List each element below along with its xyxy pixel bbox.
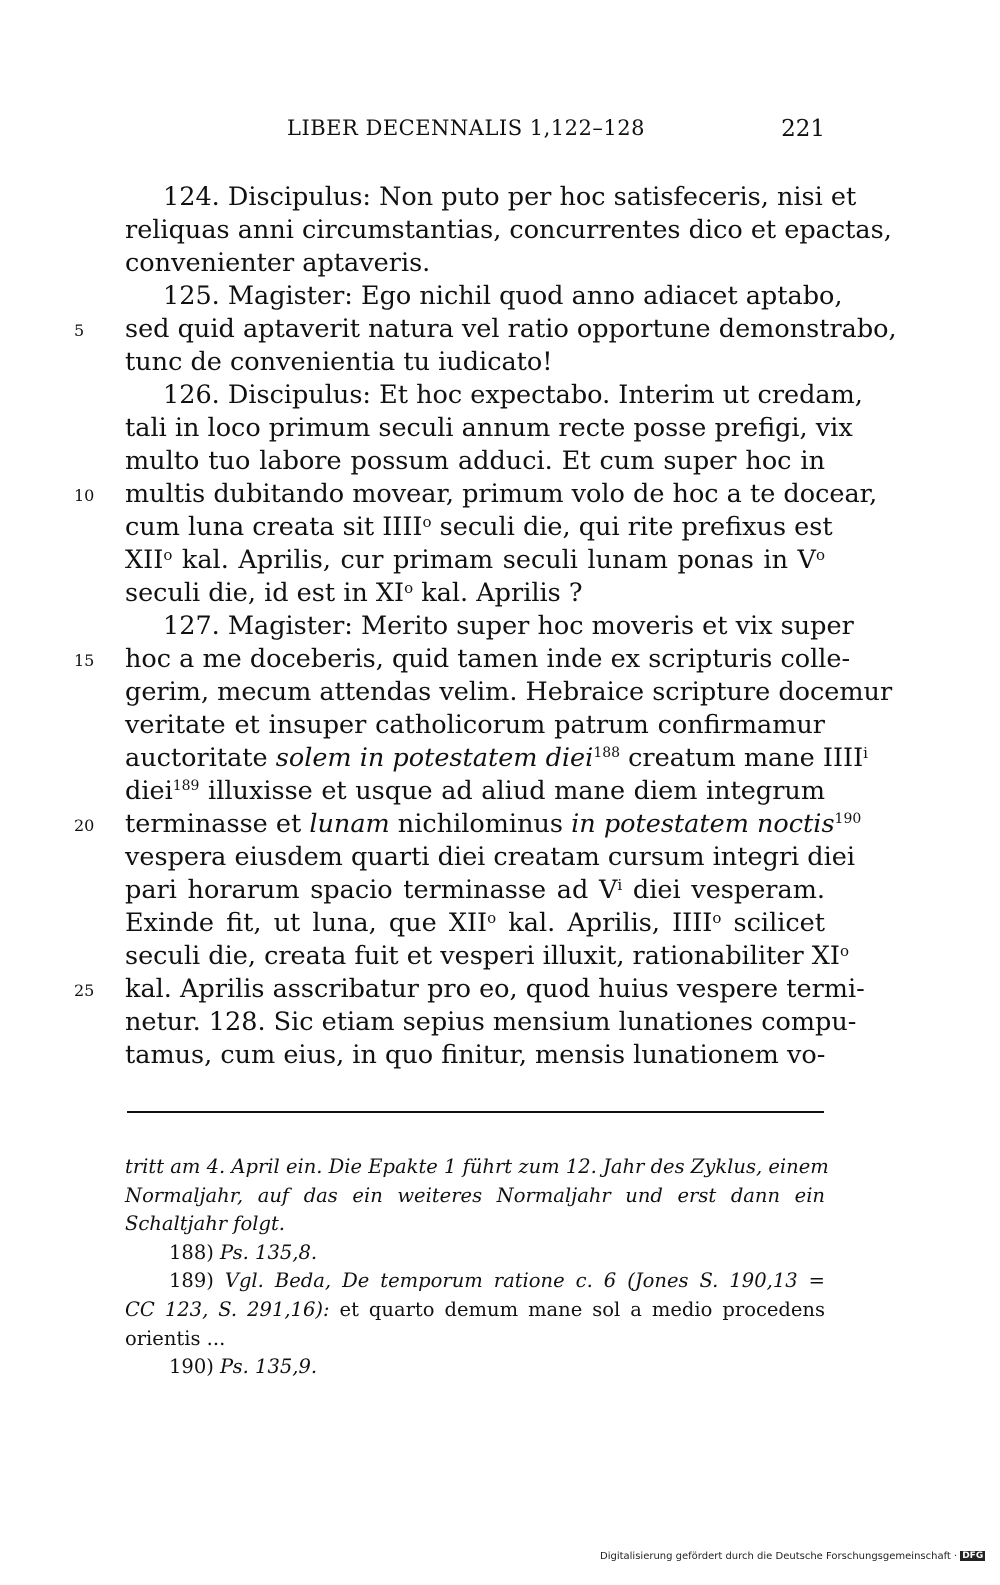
text-line bbox=[125, 774, 825, 808]
text-run: kal. Aprilis asscribatur pro eo, quod huius vespere termi- bbox=[125, 974, 865, 1004]
text-line bbox=[125, 1038, 825, 1072]
text-run: hoc a me doceberis, quid tamen inde ex scripturis colle- bbox=[125, 644, 851, 674]
italic-text: CC 123, S. 291,16): bbox=[125, 1298, 330, 1321]
text-run: diei bbox=[125, 776, 173, 806]
superscript: o bbox=[163, 546, 173, 564]
footnote-line bbox=[125, 1153, 829, 1181]
footnote-line bbox=[125, 1325, 825, 1353]
text-run: seculi die, id est in XI bbox=[125, 578, 405, 608]
footnote-reference: 190 bbox=[834, 811, 862, 827]
text-run: 127. Magister: Merito super hoc moveris et vix super bbox=[163, 611, 854, 641]
running-title: LIBER DECENNALIS 1,122–128 bbox=[287, 116, 645, 140]
text-line bbox=[125, 345, 825, 379]
superscript: i bbox=[863, 744, 868, 762]
text-line bbox=[125, 246, 825, 280]
text-line bbox=[125, 675, 893, 709]
text-run: tali in loco primum seculi annum recte posse prefigi, vix bbox=[125, 413, 853, 443]
text-run: 125. Magister: Ego nichil quod anno adiacet aptabo, bbox=[163, 281, 843, 311]
text-run: kal. Aprilis, cur primam seculi lunam ponas in V bbox=[172, 545, 816, 575]
text-line bbox=[125, 873, 825, 907]
text-run: Exinde fit, ut luna, que XII bbox=[125, 908, 488, 938]
text-run: gerim, mecum attendas velim. Hebraice scripture docemur bbox=[125, 677, 893, 707]
line-number: 5 bbox=[74, 321, 85, 340]
text-line bbox=[125, 609, 854, 643]
text-run: 190) bbox=[169, 1355, 221, 1379]
dfg-logo: DFG bbox=[962, 1551, 984, 1561]
italic-text: lunam bbox=[309, 809, 390, 839]
line-number: 10 bbox=[74, 486, 95, 505]
text-line bbox=[125, 411, 853, 445]
footnote-reference: 188 bbox=[593, 745, 621, 761]
text-run: cum luna creata sit IIII bbox=[125, 512, 423, 542]
text-run: 189) bbox=[169, 1269, 225, 1293]
footnote-line bbox=[125, 1353, 825, 1381]
text-run: netur. 128. Sic etiam sepius mensium lunationes compu- bbox=[125, 1007, 857, 1037]
text-line bbox=[125, 180, 857, 214]
italic-text: Normaljahr, auf das ein weiteres Normaljahr und erst dann ein bbox=[125, 1183, 825, 1207]
text-run: auctoritate bbox=[125, 743, 276, 773]
text-run: creatum mane IIII bbox=[620, 743, 864, 773]
text-line bbox=[125, 543, 825, 577]
text-line bbox=[125, 939, 850, 973]
text-run: veritate et insuper catholicorum patrum confirmamur bbox=[125, 710, 825, 740]
text-line bbox=[125, 312, 897, 346]
italic-text: Vgl. Beda, De temporum ratione c. 6 (Jones S. 190,13 = bbox=[224, 1269, 825, 1293]
text-line bbox=[125, 279, 843, 313]
text-run: illuxisse et usque ad aliud mane diem integrum bbox=[199, 776, 825, 806]
text-line bbox=[125, 510, 833, 544]
text-line bbox=[125, 213, 892, 247]
italic-text: Ps. 135,8. bbox=[220, 1240, 318, 1264]
text-run: vespera eiusdem quarti diei creatam cursum integri diei bbox=[125, 842, 856, 872]
footnote-reference: 189 bbox=[172, 778, 200, 794]
footnote-line bbox=[125, 1182, 825, 1210]
text-run: diei vesperam. bbox=[622, 875, 825, 905]
text-run: sed quid aptaverit natura vel ratio opportune demonstrabo, bbox=[125, 314, 897, 344]
text-run: tamus, cum eius, in quo finitur, mensis lunationem vo- bbox=[125, 1040, 826, 1070]
superscript: o bbox=[712, 909, 722, 927]
text-line bbox=[125, 807, 862, 841]
text-line bbox=[125, 444, 825, 478]
italic-text: tritt am 4. April ein. Die Epakte 1 führt zum 12. Jahr des Zyklus, einem bbox=[125, 1155, 829, 1178]
line-number: 15 bbox=[74, 651, 95, 670]
superscript: o bbox=[487, 909, 497, 927]
text-run: multis dubitando movear, primum volo de hoc a te docear, bbox=[125, 479, 878, 509]
italic-text: Schaltjahr folgt. bbox=[125, 1212, 285, 1236]
line-number: 25 bbox=[74, 981, 95, 1000]
text-line bbox=[125, 840, 856, 874]
superscript: o bbox=[815, 546, 825, 564]
italic-text: in potestatem noctis bbox=[571, 809, 835, 839]
digitization-credit bbox=[600, 1551, 985, 1562]
text-run: XII bbox=[125, 545, 164, 575]
text-line bbox=[125, 906, 825, 940]
text-run: seculi die, qui rite prefixus est bbox=[431, 512, 833, 542]
text-run: pari horarum spacio terminasse ad V bbox=[125, 875, 618, 905]
text-run: et quarto demum mane sol a medio procedens bbox=[329, 1298, 825, 1321]
footnote-rule bbox=[127, 1111, 824, 1113]
footnote-line bbox=[125, 1296, 825, 1324]
text-run: orientis ... bbox=[125, 1326, 226, 1350]
text-run: tunc de convenientia tu iudicato! bbox=[125, 347, 553, 377]
text-run: convenienter aptaveris. bbox=[125, 248, 431, 278]
text-run: reliquas anni circumstantias, concurrentes dico et epactas, bbox=[125, 215, 892, 245]
text-run: terminasse et bbox=[125, 809, 310, 839]
page-number: 221 bbox=[781, 116, 825, 142]
text-run: seculi die, creata fuit et vesperi illuxit, rationabiliter XI bbox=[125, 941, 840, 971]
superscript: o bbox=[404, 579, 414, 597]
text-line bbox=[125, 741, 868, 775]
text-run: 124. Discipulus: Non puto per hoc satisfeceris, nisi et bbox=[163, 182, 857, 212]
text-line bbox=[125, 378, 863, 412]
superscript: o bbox=[422, 513, 432, 531]
text-line bbox=[125, 972, 865, 1006]
line-number: 20 bbox=[74, 816, 95, 835]
footnote-line bbox=[125, 1239, 825, 1267]
superscript: o bbox=[839, 942, 850, 960]
text-run: 188) bbox=[169, 1240, 221, 1264]
footnote-line bbox=[125, 1210, 825, 1238]
italic-text: Ps. 135,9. bbox=[220, 1355, 318, 1379]
text-line bbox=[125, 576, 825, 610]
running-head bbox=[125, 116, 825, 150]
footnote-line bbox=[125, 1267, 825, 1295]
text-run: scilicet bbox=[721, 908, 825, 938]
italic-text: solem in potestatem diei bbox=[275, 743, 594, 773]
text-run: multo tuo labore possum adduci. Et cum super hoc in bbox=[125, 446, 825, 476]
text-line bbox=[125, 708, 825, 742]
text-run: kal. Aprilis, IIII bbox=[496, 908, 713, 938]
superscript: i bbox=[617, 876, 623, 894]
text-line bbox=[125, 642, 851, 676]
text-run: kal. Aprilis ? bbox=[413, 578, 583, 608]
text-line bbox=[125, 1005, 857, 1039]
text-line bbox=[125, 477, 878, 511]
credit-text: Digitalisierung gefördert durch die Deutsche Forschungsgemeinschaft · bbox=[600, 1551, 958, 1562]
text-run: 126. Discipulus: Et hoc expectabo. Interim ut credam, bbox=[163, 380, 863, 410]
text-run: nichilominus bbox=[389, 809, 572, 839]
